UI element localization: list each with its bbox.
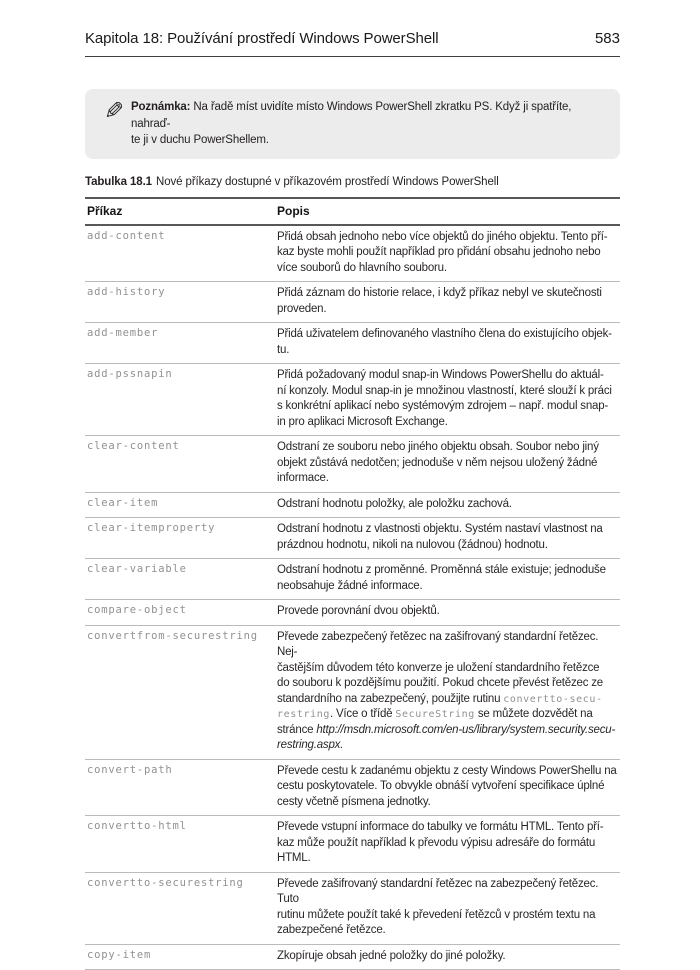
command-cell: clear-variable [85,559,275,600]
description-text: Provede porovnání dvou objektů. [277,605,440,617]
command-cell: add-member [85,323,275,364]
description-text: in pro aplikaci Microsoft Exchange. [277,416,448,428]
table-caption-label: Tabulka 18.1 [85,176,152,188]
note-label: Poznámka: [131,101,190,113]
description-text: Převede zabezpečený řetězec na zašifrovaný standardní řetězec. Nej- [277,631,598,659]
description-text: proveden. [277,303,326,315]
description-text: se můžete dozvědět na [475,708,593,720]
description-text: Odstraní ze souboru nebo jiného objektu obsah. Soubor nebo jiný [277,441,599,453]
description-cell [275,518,620,559]
description-text: Odstraní hodnotu z vlastnosti objektu. Systém nastaví vlastnost na [277,523,603,535]
description-cell [275,364,620,436]
description-text: HTML. [277,852,311,864]
table-row [85,492,620,518]
url-text: restring.aspx. [277,739,343,751]
description-cell [275,492,620,518]
command-cell: convertto-html [85,816,275,873]
description-cell [275,436,620,493]
description-text: . Více o třídě [330,708,395,720]
description-text: neobsahuje žádné informace. [277,580,422,592]
command-cell: compare-object [85,600,275,626]
note-box [85,89,620,159]
description-text: kaz byste mohli použít například pro přidání obsahu jednoho nebo [277,246,600,258]
inline-code: SecureString [395,709,474,720]
commands-table [85,197,620,970]
table-caption-text: Nové příkazy dostupné v příkazovém prostředí Windows PowerShell [156,176,499,188]
description-cell [275,816,620,873]
table-row [85,872,620,944]
description-cell [275,323,620,364]
description-text: kaz může použít například k převodu výpisu adresáře do formátu [277,837,595,849]
note-line-1: Na řadě míst uvidíte místo Windows PowerShell zkratku PS. Když ji spatříte, nahraď- [131,101,571,130]
description-cell [275,872,620,944]
table-body [85,225,620,970]
table-row [85,816,620,873]
table-row [85,282,620,323]
command-cell: clear-item [85,492,275,518]
description-text: ní konzoly. Modul snap-in je množinou vlastností, které slouží k práci [277,385,612,397]
description-text: informace. [277,472,329,484]
column-header-description: Popis [275,198,620,225]
page-number: 583 [595,30,620,47]
command-cell: add-pssnapin [85,364,275,436]
description-text: s konkrétní aplikací nebo systémovým zdrojem – např. modul snap- [277,400,608,412]
table-header-row [85,198,620,225]
description-text: častějším důvodem této konverze je uložení standardního řetězce [277,662,599,674]
description-text: cestu poskytovatele. To obvykle obnáší vytvoření specifikace úplné [277,780,604,792]
description-text: Odstraní hodnotu z proměnné. Proměnná stále existuje; jednoduše [277,564,606,576]
command-cell: convertto-securestring [85,872,275,944]
page-header [85,30,620,57]
description-cell [275,600,620,626]
description-text: rutinu můžete použít také k převedení řetězců v prostém textu na [277,909,595,921]
command-cell: clear-content [85,436,275,493]
pencil-icon: ✎ [97,98,131,124]
table-row [85,600,620,626]
table-row [85,559,620,600]
table-row [85,944,620,970]
table-header [85,198,620,225]
table-caption [85,176,620,188]
command-cell: convert-path [85,759,275,816]
description-cell [275,225,620,282]
description-text: Přidá obsah jednoho nebo více objektů do jiného objektu. Tento pří- [277,231,607,243]
description-text: Převede zašifrovaný standardní řetězec na zabezpečený řetězec. Tuto [277,878,598,906]
description-text: Odstraní hodnotu položky, ale položku zachová. [277,498,512,510]
description-text: více souborů do hlavního souboru. [277,262,447,274]
description-text: cesty včetně písmena jednotky. [277,796,431,808]
description-text: Přidá záznam do historie relace, i když příkaz nebyl ve skutečnosti [277,287,602,299]
description-text: tu. [277,344,289,356]
description-text: Přidá uživatelem definovaného vlastního člena do existujícího objek- [277,328,612,340]
command-cell: convertfrom-securestring [85,625,275,759]
url-text: http://msdn.microsoft.com/en-us/library/system.security.secu- [316,724,615,736]
description-cell [275,559,620,600]
description-text: do souboru k pozdějšímu použití. Pokud chcete převést řetězec ze [277,677,603,689]
inline-code: convertto-secu- [503,694,602,705]
command-cell: copy-item [85,944,275,970]
description-text: stránce [277,724,316,736]
command-cell: add-history [85,282,275,323]
description-text: Převede cestu k zadanému objektu z cesty Windows PowerShellu na [277,765,617,777]
note-text [131,98,606,149]
command-cell: add-content [85,225,275,282]
column-header-command: Příkaz [85,198,275,225]
description-cell [275,944,620,970]
table-row [85,759,620,816]
description-text: objekt zůstává nedotčen; jednoduše v něm nejsou uložený žádné [277,457,597,469]
description-text: Přidá požadovaný modul snap-in Windows PowerShellu do aktuál- [277,369,604,381]
description-text: Zkopíruje obsah jedné položky do jiné položky. [277,950,505,962]
description-cell [275,282,620,323]
note-line-2: te ji v duchu PowerShellem. [131,134,269,146]
description-cell [275,625,620,759]
description-text: standardního na zabezpečený, použijte rutinu [277,693,503,705]
table-row [85,225,620,282]
description-text: zabezpečené řetězce. [277,924,386,936]
table-row [85,518,620,559]
command-cell: clear-itemproperty [85,518,275,559]
description-text: prázdnou hodnotu, nikoli na nulovou (žádnou) hodnotu. [277,539,548,551]
table-row [85,323,620,364]
description-cell [275,759,620,816]
inline-code: restring [277,709,330,720]
table-row [85,436,620,493]
table-row [85,364,620,436]
table-row [85,625,620,759]
chapter-title: Kapitola 18: Používání prostředí Windows PowerShell [85,30,438,47]
description-text: Převede vstupní informace do tabulky ve formátu HTML. Tento pří- [277,821,603,833]
